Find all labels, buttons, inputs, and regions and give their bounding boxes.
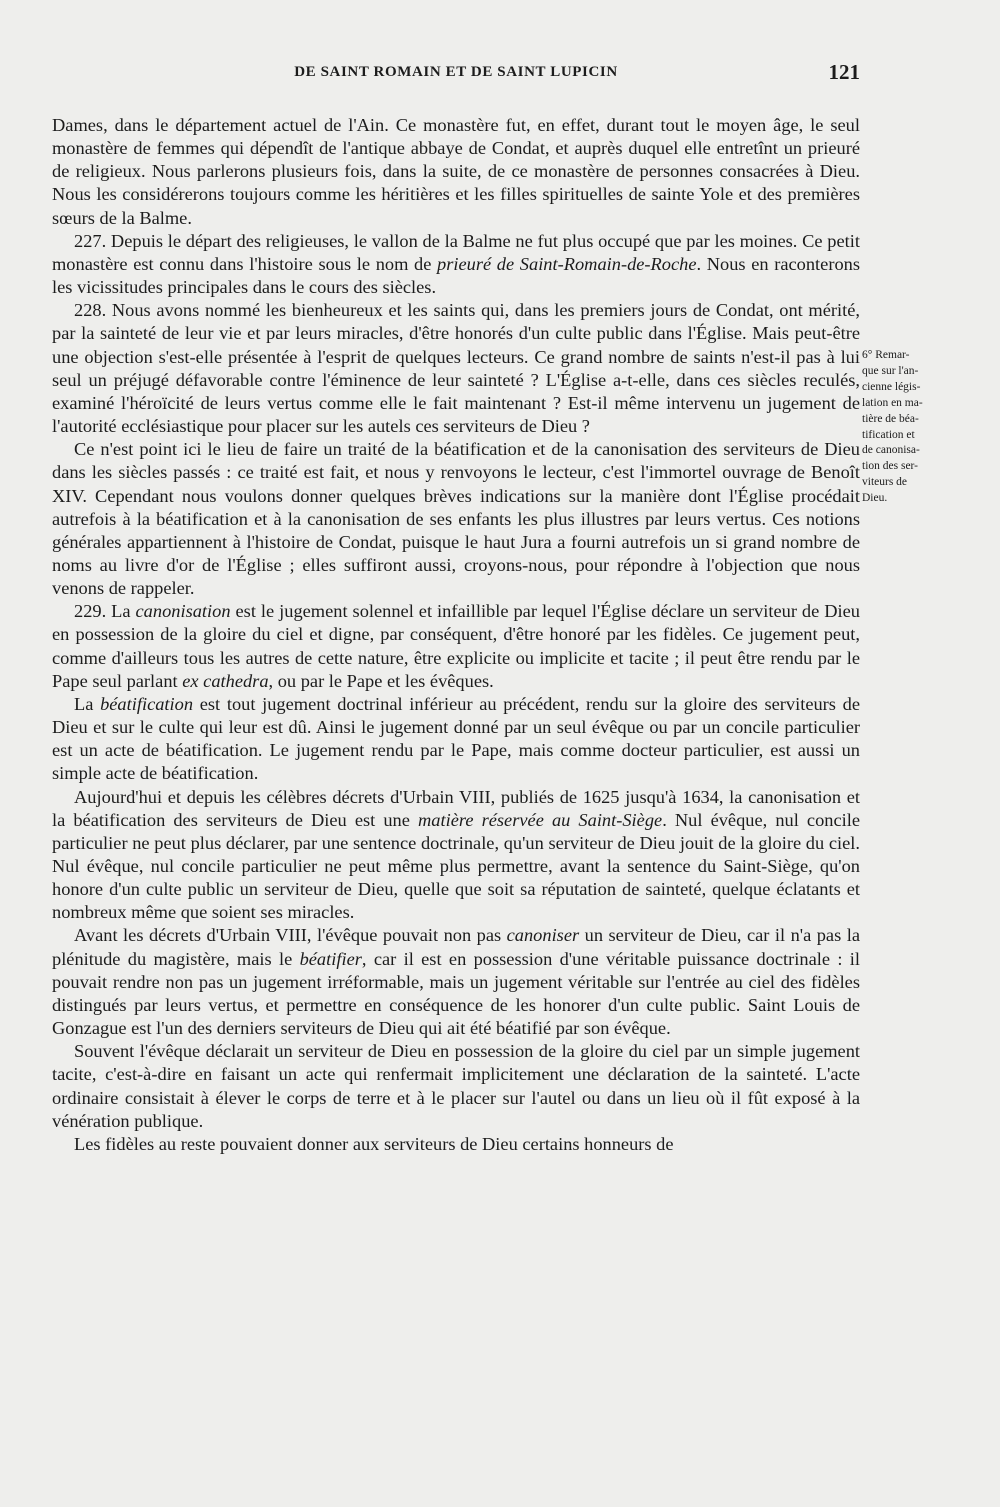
paragraph-229 bbox=[52, 600, 860, 693]
paragraph-final-partial: Les fidèles au reste pouvaient donner aux serviteurs de Dieu certains honneurs de bbox=[74, 1133, 674, 1154]
paragraph-227-text-b: . Nous en raconterons les vicissitudes principales dans le cours des siècles. bbox=[52, 253, 861, 298]
paragraph-beatification-text-b: est tout jugement doctrinal inférieur au précédent, rendu sur la gloire des serviteurs de Dieu et sur le culte qui leur est dû. Ainsi le jugement donné par un seul évêque ou par un concile particulier est un acte de béatification. Le jugement rendu par le Pape, mais comme docteur particulier, est aussi un simple acte de béatification. bbox=[52, 693, 860, 784]
margin-note-line: tion des ser- bbox=[862, 460, 918, 473]
paragraph-before-decrees-italic-beatifier: béatifier bbox=[299, 948, 362, 969]
paragraph-urbain-viii-italic: matière réservée au Saint-Siège bbox=[418, 809, 663, 830]
paragraph-beatification-text-a: La bbox=[74, 693, 101, 714]
paragraph-before-decrees-italic-canoniser: canoniser bbox=[506, 925, 580, 946]
running-title: DE SAINT ROMAIN ET DE SAINT LUPICIN bbox=[294, 64, 618, 80]
paragraph-228: 228. Nous avons nommé les bienheureux et les saints qui, dans les premiers jours de Condat, ont mérité, par la sainteté de leur vie et par leurs miracles, d'être honorés d'un culte public dans l'Église. Mais peut-être une objection s'est-elle présentée à l'esprit de quelques lecteurs. Ce grand nombre de saints n'est-il pas à lui seul un préjugé défavorable contre l'éminence de leur sainteté ? L'Église a-t-elle, dans ces siècles reculés, examiné l'héroïcité de leurs vertus comme elle le fait maintenant ? Est-il même intervenu un jugement de l'autorité ecclésiastique pour placer sur les autels ces serviteurs de Dieu ? bbox=[52, 300, 860, 437]
margin-note-line: que sur l'an- bbox=[862, 364, 919, 377]
margin-note bbox=[862, 348, 948, 507]
paragraph-urbain-viii-text-b: . Nul évêque, nul concile particulier ne peut plus déclarer, par une sentence doctrinale, qu'un serviteur de Dieu jouit de la gloire du ciel. Nul évêque, nul concile particulier ne peut même plus permettre, avant la sentence du Saint-Siège, qu'on honore d'un culte public un serviteur de Dieu, quelle que soit sa réputation de sainteté, quelque éclatants et nombreux même que soient ses miracles. bbox=[52, 809, 861, 923]
running-header bbox=[52, 60, 860, 88]
paragraph-beatification-italic: béatification bbox=[100, 693, 194, 714]
margin-note-line: Dieu. bbox=[862, 492, 888, 505]
margin-note-line: cienne légis- bbox=[862, 380, 921, 393]
paragraph-before-decrees-text-c: , car il est en possession d'une véritable puissance doctrinale : il pouvait rendre non pas un jugement irréformable, mais un jugement véritable sur l'entrée au ciel des fidèles distingués par leurs vertus, et permettre en conséquence de les honorer d'un culte public. Saint Louis de Gonzague est l'un des derniers serviteurs de Dieu qui ait été béatifié par son évêque. bbox=[52, 948, 861, 1039]
paragraph-229-italic-ex-cathedra: ex cathedra bbox=[182, 670, 269, 691]
margin-note-line: tière de béa- bbox=[862, 412, 919, 425]
paragraph-before-decrees-text-b: un serviteur de Dieu, car il n'a pas la plénitude du magistère, mais le bbox=[52, 925, 860, 969]
margin-note-line: viteurs de bbox=[862, 476, 908, 489]
paragraph-before-decrees-text-a: Avant les décrets d'Urbain VIII, l'évêque pouvait non pas bbox=[74, 925, 507, 946]
paragraph-beatification bbox=[52, 693, 860, 786]
margin-note-line: tification et bbox=[862, 428, 915, 441]
paragraph-227-italic: prieuré de Saint-Romain-de-Roche bbox=[437, 253, 697, 274]
margin-note-line: lation en ma- bbox=[862, 396, 923, 409]
margin-note-line: 6° Remar- bbox=[862, 349, 910, 361]
paragraph-tacit-judgement: Souvent l'évêque déclarait un serviteur de Dieu en possession de la gloire du ciel par un simple jugement tacite, c'est-à-dire en faisant un acte qui renfermait implicitement une déclaration de la sainteté. L'acte ordinaire consistait à élever le corps de terre et à le placer sur l'autel ou dans un lieu où il fût exposé à la vénération publique. bbox=[52, 1041, 860, 1131]
paragraph-urbain-viii bbox=[52, 786, 860, 925]
paragraph-228-continued: Ce n'est point ici le lieu de faire un traité de la béatification et de la canonisation des serviteurs de Dieu dans les siècles passés : ce traité est fait, et nous y renvoyons le lecteur, c'est l'immortel ouvrage de Benoît XIV. Cependant nous voulons donner quelques brèves indications sur la manière dont l'Église procédait autrefois à la béatification et à la canonisation de ses enfants les plus illustres par leurs vertus. Ces notions générales appartiennent à l'histoire de Condat, puisque le haut Jura a fourni autrefois un si grand nombre de noms au livre d'or de l'Église ; elles suffiront aussi, croyons-nous, pour répondre à l'objection que nous venons de rappeler. bbox=[52, 439, 860, 599]
paragraph-continuation: Dames, dans le département actuel de l'Ain. Ce monastère fut, en effet, durant tout le moyen âge, le seul monastère de femmes qui dépendît de l'antique abbaye de Condat, et auprès duquel elle entretînt un prieuré de religieux. Nous parlerons plusieurs fois, dans la suite, de ce monastère de personnes consacrées à Dieu. Nous les considérerons toujours comme les héritières et les filles spirituelles de sainte Yole et des premières sœurs de la Balme. bbox=[52, 115, 860, 228]
page-number: 121 bbox=[828, 60, 860, 84]
paragraph-229-text-a: 229. La bbox=[74, 601, 136, 622]
paragraph-227 bbox=[52, 230, 860, 299]
paragraph-229-text-b: est le jugement solennel et infaillible par lequel l'Église déclare un serviteur de Dieu en possession de la gloire du ciel et digne, par conséquent, d'être honoré par les fidèles. Ce jugement peut, comme d'ailleurs tous les autres de cette nature, être explicite ou implicite et tacite ; il peut être rendu par le Pape seul parlant bbox=[52, 601, 860, 691]
paragraph-before-decrees bbox=[52, 924, 860, 1040]
body-text bbox=[52, 114, 860, 1156]
paragraph-227-text-a: 227. Depuis le départ des religieuses, le vallon de la Balme ne fut plus occupé que par les moines. Ce petit monastère est connu dans l'histoire sous le nom de bbox=[52, 230, 860, 274]
paragraph-229-italic-canonisation: canonisation bbox=[135, 601, 231, 622]
margin-note-line: de canonisa- bbox=[862, 444, 920, 457]
paragraph-229-text-c: , ou par le Pape et les évêques. bbox=[268, 670, 494, 691]
paragraph-urbain-viii-text-a: Aujourd'hui et depuis les célèbres décrets d'Urbain VIII, publiés de 1625 jusqu'à 1634, la canonisation et la béatification des serviteurs de Dieu est une bbox=[52, 786, 860, 830]
